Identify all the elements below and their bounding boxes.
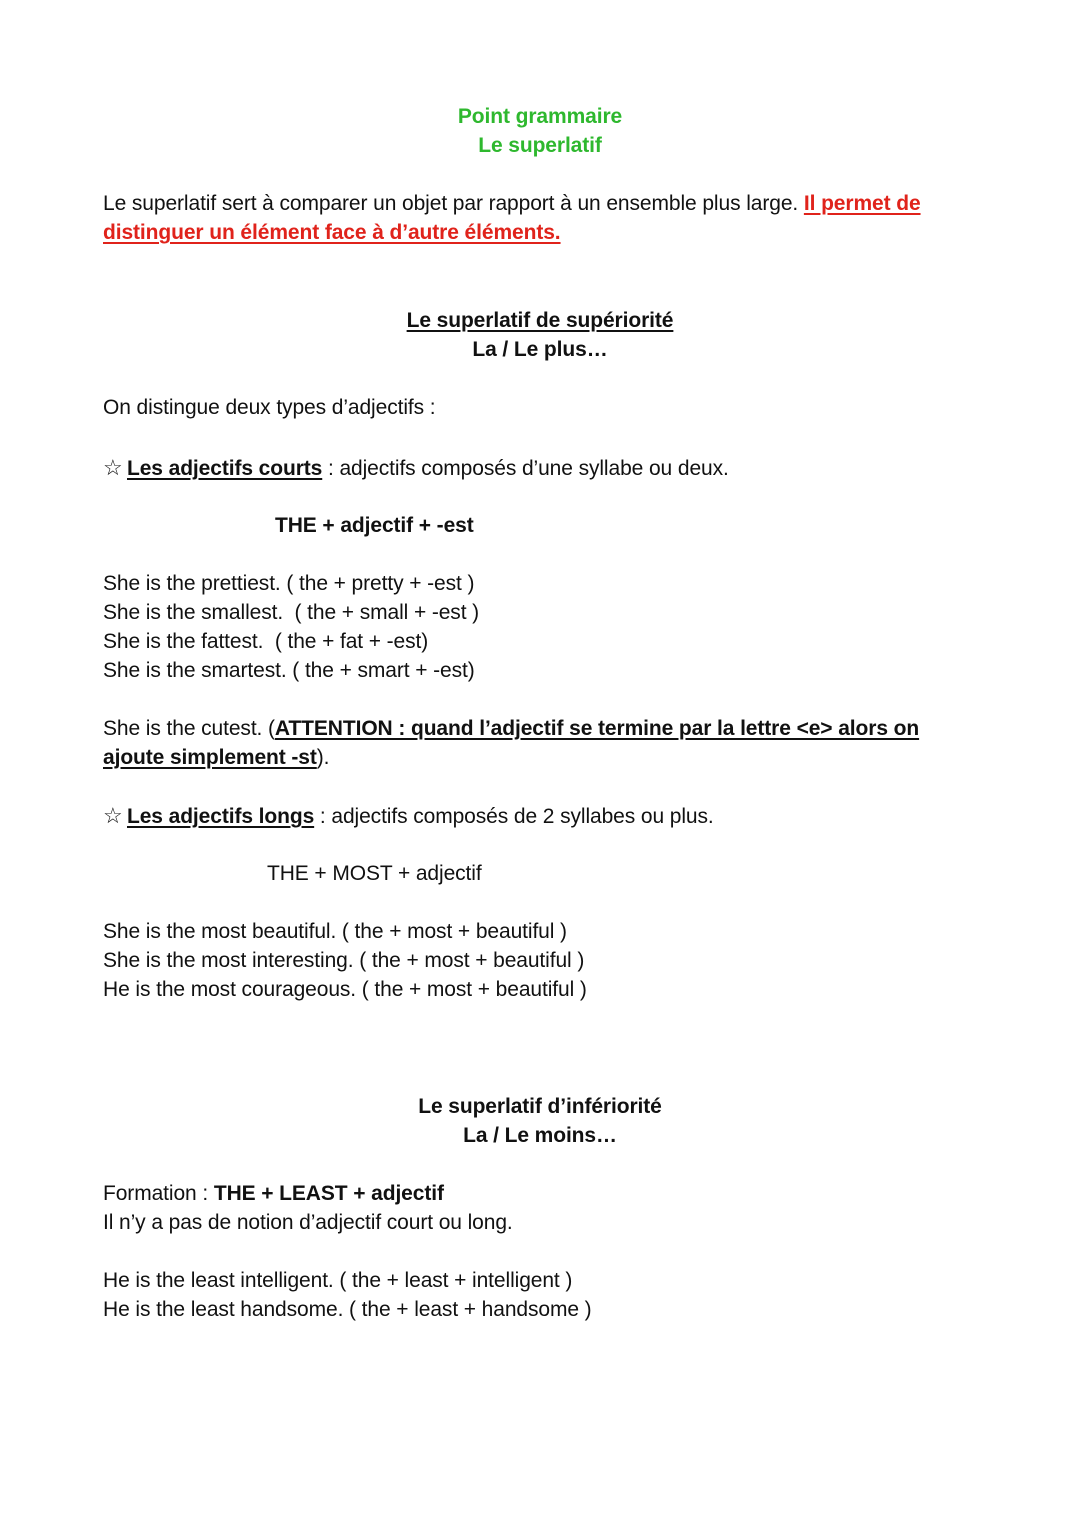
long-example: She is the most beautiful. ( the + most + beautiful ) (103, 920, 567, 943)
superiority-heading: Le superlatif de supériorité (406, 309, 674, 332)
short-note-prefix: She is the cutest. ( (103, 717, 275, 740)
long-adjectives-bullet (103, 801, 714, 831)
short-note-attention: ATTENTION : quand l’adjectif se termine par la lettre <e> alors on (274, 717, 920, 740)
short-note-suffix: ). (316, 746, 330, 769)
superiority-intro: On distingue deux types d’adjectifs : (103, 396, 436, 419)
section-heading-superiority (0, 306, 1080, 335)
short-formula: THE + adjectif + -est (275, 514, 474, 537)
short-example: She is the smallest. ( the + small + -est ) (103, 601, 480, 624)
long-adjectives-label: Les adjectifs longs (127, 805, 315, 828)
short-example: She is the fattest. ( the + fat + -est) (103, 630, 429, 653)
formation-formula: THE + LEAST + adjectif (213, 1182, 444, 1205)
short-adjectives-bullet (103, 453, 729, 483)
star-outline-icon: ☆ (103, 455, 123, 480)
inferiority-formation (103, 1179, 444, 1208)
long-example: She is the most interesting. ( the + most + beautiful ) (103, 949, 585, 972)
short-adjectives-description: : adjectifs composés d’une syllabe ou deux. (322, 457, 729, 480)
short-example: She is the smartest. ( the + smart + -est) (103, 659, 475, 682)
long-formula: THE + MOST + adjectif (267, 862, 482, 885)
short-example: She is the prettiest. ( the + pretty + -est ) (103, 572, 475, 595)
inferiority-example: He is the least handsome. ( the + least + handsome ) (103, 1298, 592, 1321)
short-adjectives-label: Les adjectifs courts (127, 457, 323, 480)
intro-paragraph-line2 (103, 218, 561, 247)
long-adjectives-description: : adjectifs composés de 2 syllabes ou plus. (314, 805, 714, 828)
inferiority-note: Il n’y a pas de notion d’adjectif court ou long. (103, 1211, 513, 1234)
intro-text: Le superlatif sert à comparer un objet par rapport à un ensemble plus large. (103, 192, 804, 215)
intro-highlight-part2: distinguer un élément face à d’autre éléments. (103, 221, 561, 244)
document-subtitle: Le superlatif (478, 134, 602, 157)
star-outline-icon: ☆ (103, 803, 123, 828)
document-title: Point grammaire (457, 105, 623, 128)
formation-label: Formation : (103, 1182, 214, 1205)
inferiority-example: He is the least intelligent. ( the + least + intelligent ) (103, 1269, 573, 1292)
short-note-line1 (103, 714, 919, 743)
inferiority-subheading: La / Le moins… (463, 1124, 617, 1147)
inferiority-heading: Le superlatif d’infériorité (418, 1095, 662, 1118)
superiority-subheading: La / Le plus… (472, 338, 608, 361)
short-note-attention-cont: ajoute simplement -st (103, 746, 317, 769)
intro-highlight-part1: Il permet de (803, 192, 921, 215)
intro-paragraph-line1 (103, 189, 921, 218)
short-note-line2 (103, 743, 329, 772)
long-example: He is the most courageous. ( the + most + beautiful ) (103, 978, 587, 1001)
